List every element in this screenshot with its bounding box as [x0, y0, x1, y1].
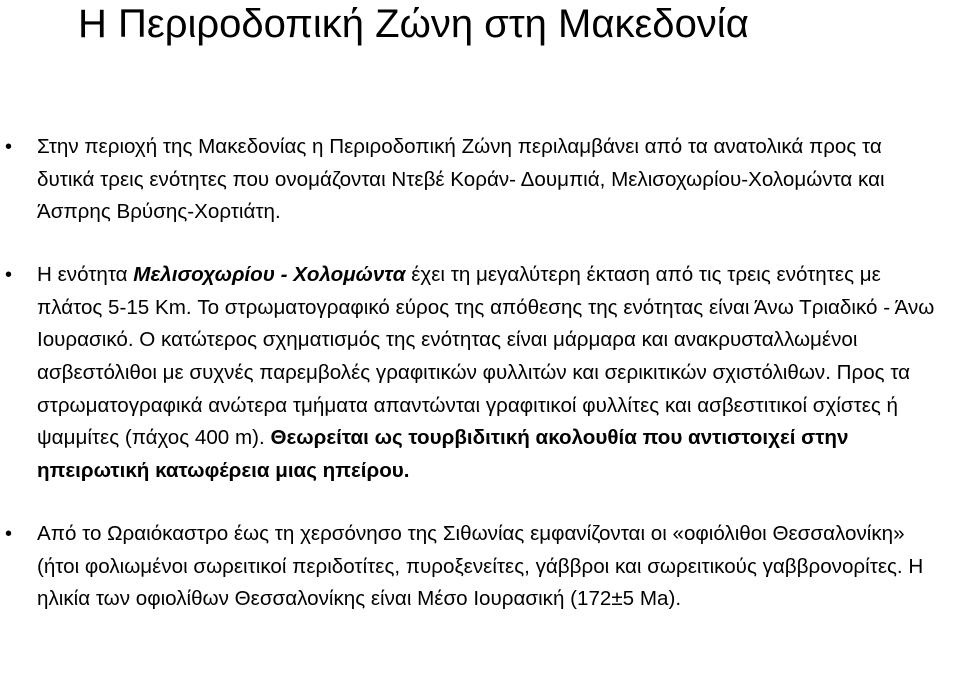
bullet-item-1	[0, 131, 959, 229]
bullet-dot-icon: •	[5, 522, 13, 545]
bullet-dot-icon: •	[5, 136, 13, 158]
slide-title: Η Περιροδοπική Ζώνη στη Μακεδονία	[78, 2, 749, 46]
bullet-item-2	[0, 259, 959, 487]
bullet-item-3	[0, 518, 959, 616]
bullet-2-prefix: Η ενότητα	[37, 263, 134, 287]
bullet-2-conclusion: Θεωρείται ως τουρβιδιτική ακολουθία που αντιστοιχεί στην ηπειρωτική κατωφέρεια μιας ηπείρου.	[37, 426, 849, 482]
bullet-dot-icon: •	[5, 264, 13, 287]
bullet-text-3: Από το Ωραιόκαστρο έως τη χερσόνησο της Σιθωνίας εμφανίζονται οι «οφιόλιθοι Θεσσαλονίκη» (ήτοι φολιωμένοι σωρειτικοί περιδοτίτες, πυροξενείτες, γάββροι και σωρειτικούς γαββρονορίτες. Η ηλικία των οφιολίθων Θεσσαλονίκης είναι Μέσο Ιουρασική (172±5 Ma).	[37, 521, 924, 611]
unit-name-emphasis: Μελισοχωρίου - Χολομώντα	[133, 263, 406, 287]
bullet-text-1: Στην περιοχή της Μακεδονίας η Περιροδοπική Ζώνη περιλαμβάνει από τα ανατολικά προς τα δυτικά τρεις ενότητες που ονομάζονται Ντεβέ Κοράν- Δουμπιά, Μελισοχωρίου-Χολομώντα και Άσπρης Βρύσης-Χορτιάτη.	[37, 135, 885, 224]
bullet-2-body: έχει τη μεγαλύτερη έκταση από τις τρεις ενότητες με πλάτος 5-15 Km. Το στρωματογραφικό εύρος της απόθεσης της ενότητας είναι Άνω Τριαδικό - Άνω Ιουρασικό. Ο κατώτερος σχηματισμός της ενότητας είναι μάρμαρα και ανακρυσταλλωμένοι ασβεστόλιθοι με συχνές παρεμβολές γραφιτικών φυλλιτών και σερικιτικών σχιστόλιθων. Προς τα στρωματογραφικά ανώτερα τμήματα απαντώνται γραφιτικοί φυλλίτες και ασβεστιτικοί σχίστες ή ψαμμίτες (πάχος 400 m).	[37, 263, 935, 450]
bullet-list	[0, 131, 959, 616]
